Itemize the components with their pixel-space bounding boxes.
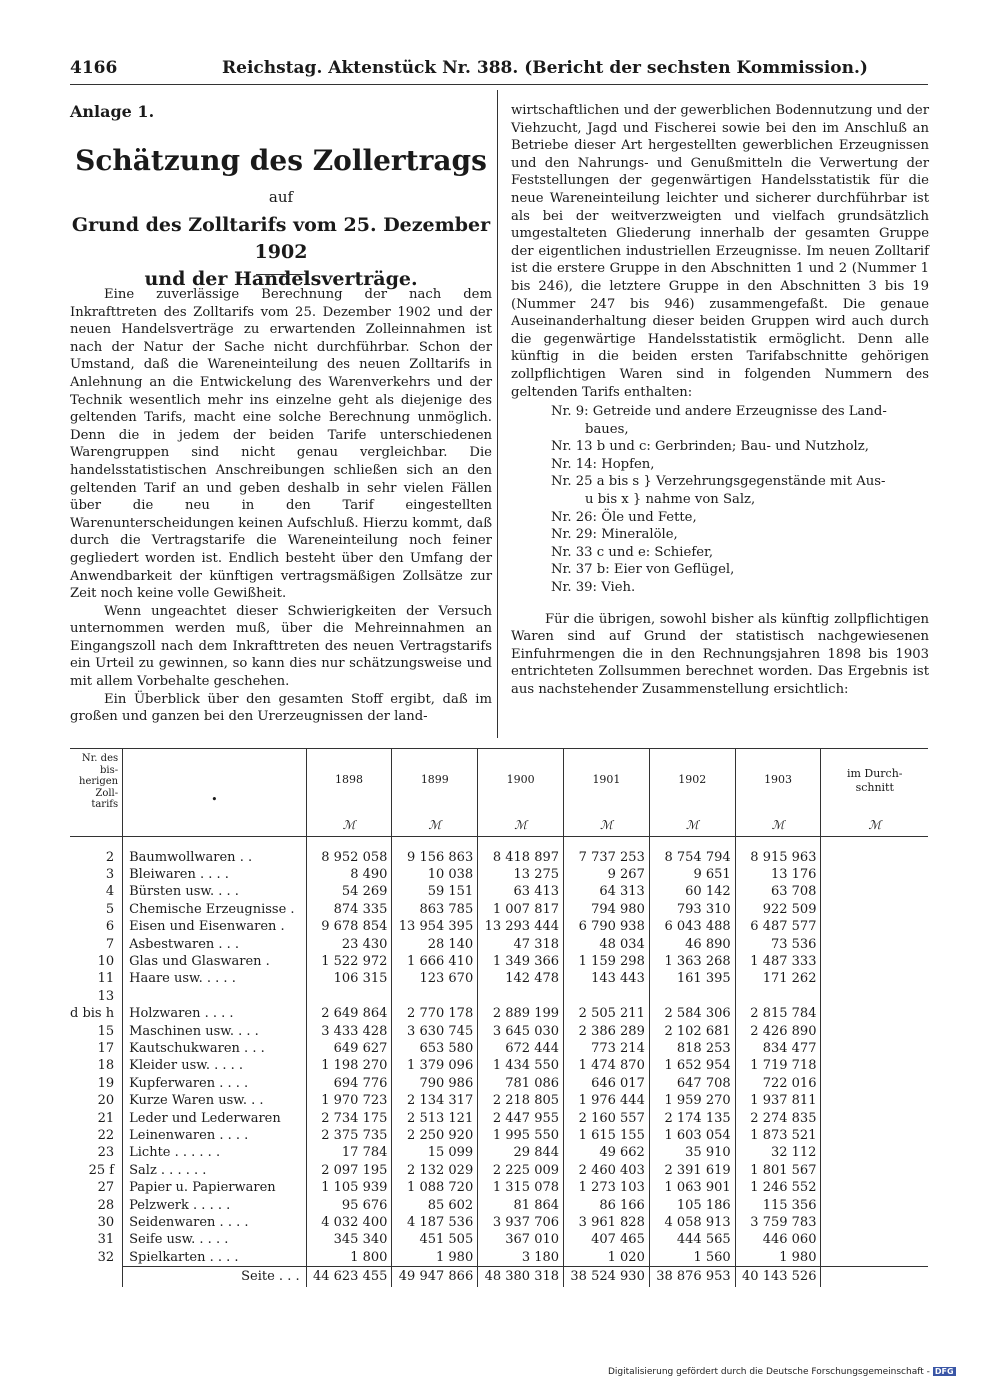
value-cell: 8 490 [306,866,392,883]
value-cell: 8 915 963 [735,849,821,866]
average-cell [821,1197,928,1214]
sub-heading [70,212,492,293]
tariff-number-cell: 30 [97,1215,115,1231]
sub-heading-line-1: Grund des Zolltarifs vom 25. Dezember 1902 [71,214,491,263]
value-cell: 781 086 [478,1075,564,1092]
value-cell: 1 349 366 [478,953,564,970]
table-row [70,988,928,1005]
page-total-row [70,1267,928,1288]
value-cell: 1 995 550 [478,1127,564,1144]
column-header-year: 1900 ℳ [478,749,564,837]
value-cell: 54 269 [306,883,392,900]
value-cell: 29 844 [478,1144,564,1161]
value-cell: 1 434 550 [478,1057,564,1074]
value-cell: 818 253 [649,1040,735,1057]
column-header-year: 1899 ℳ [392,749,478,837]
value-cell: 444 565 [649,1231,735,1248]
spacer-row [70,837,928,849]
value-cell: 2 097 195 [306,1162,392,1179]
tariff-number-cell: 31 [97,1232,115,1248]
value-cell: 8 754 794 [649,849,735,866]
table-row [70,970,928,987]
value-cell: 1 666 410 [392,953,478,970]
average-cell [821,849,928,866]
value-cell: 3 937 706 [478,1214,564,1231]
value-cell: 1 873 521 [735,1127,821,1144]
value-cell: 60 142 [649,883,735,900]
tariff-number-cell: 10 [97,953,115,969]
value-cell: 2 460 403 [564,1162,650,1179]
value-cell: 81 864 [478,1197,564,1214]
value-cell: 3 759 783 [735,1214,821,1231]
value-cell: 4 032 400 [306,1214,392,1231]
value-cell: 672 444 [478,1040,564,1057]
value-cell: 59 151 [392,883,478,900]
tariff-number-cell: 3 [105,866,115,882]
table-row [70,1231,928,1248]
value-cell: 647 708 [649,1075,735,1092]
value-cell: 1 800 [306,1249,392,1267]
tariff-number-cell: 25 f [88,1162,115,1178]
value-cell: 2 134 317 [392,1092,478,1109]
value-cell: 1 970 723 [306,1092,392,1109]
average-cell [821,1023,928,1040]
table-header-row [70,749,928,837]
value-cell: 171 262 [735,970,821,987]
average-cell [821,1179,928,1196]
tariff-number-cell: 23 [97,1145,115,1161]
value-cell: 2 426 890 [735,1023,821,1040]
tariff-number-cell: 11 [97,971,115,987]
list-item: Nr. 13 b und c: Gerbrinden; Bau- und Nutzholz, [551,439,869,455]
goods-name-cell: Holzwaren . . . . [123,1005,306,1022]
value-cell [564,988,650,1005]
goods-name-cell: Glas und Glaswaren . [123,953,306,970]
sub-heading-line-2: und der Handelsverträge. [144,268,418,290]
paragraph: wirtschaftlichen und der gewerblichen Bodennutzung und der Viehzucht, Jagd und Fischerei sowie bei den im Anschluß an Betriebe dieser Art hergestellten gewerblichen Erzeugnissen und den Nahrungs- und Genußmitteln die Verwertung der Feststellungen der gegenwärtigen Handelsstatistik für die neue Wareneinteilung leichter und sicherer durchführbar ist als bei der weitverzweigten und vielfach grundsätzlich umgestalteten Gliederung innerhalb der gesamten Gruppe der eigentlichen industriellen Erzeugnisse. Im neuen Zolltarif ist die erstere Gruppe in den Abschnitten 1 und 2 (Nummer 1 bis 246), die letztere Gruppe in den Abschnitten 3 bis 19 (Nummer 247 bis 946) zusammengefaßt. Die genaue Auseinanderhaltung dieser beiden Gruppen wird auch durch die gegenwärtige Handelsstatistik ermöglicht. Denn alle künftig in die beiden ersten Tarifabschnitte gehörigen zollpflichtigen Waren sind in folgenden Nummern des geltenden Tarifs enthalten: [511,103,929,400]
average-cell [821,1214,928,1231]
value-cell: 2 447 955 [478,1110,564,1127]
value-cell: 123 670 [392,970,478,987]
tariff-number-cell: 13 [97,988,115,1004]
value-cell: 451 505 [392,1231,478,1248]
value-cell: 2 225 009 [478,1162,564,1179]
tariff-number-cell: 4 [105,884,115,900]
goods-name-cell: Leder und Lederwaren [123,1110,306,1127]
tariff-number-cell: 6 [105,919,115,935]
goods-name-cell: Bürsten usw. . . . [123,883,306,900]
paragraph: Wenn ungeachtet dieser Schwierigkeiten der Versuch unternommen werden muß, über die Mehreinnahmen an Eingangszoll nach dem Inkrafttreten des neuen Vertragstarifs ein Urteil zu gewinnen, so kann dies nur schätzungsweise und mit allem Vorbehalte geschehen. [70,603,492,690]
table-row [70,1249,928,1267]
table-row [70,1197,928,1214]
value-cell: 13 176 [735,866,821,883]
average-cell [821,1144,928,1161]
value-cell: 46 890 [649,936,735,953]
value-cell: 793 310 [649,901,735,918]
value-cell: 2 889 199 [478,1005,564,1022]
value-cell: 1 560 [649,1249,735,1267]
value-cell: 834 477 [735,1040,821,1057]
table-row [70,1144,928,1161]
value-cell: 874 335 [306,901,392,918]
column-header-tariff-number: Nr. des bis- herigen Zoll- tarifs [70,749,123,837]
value-cell: 2 815 784 [735,1005,821,1022]
table-row [70,1110,928,1127]
value-cell: 1 088 720 [392,1179,478,1196]
value-cell: 143 443 [564,970,650,987]
value-cell: 95 676 [306,1197,392,1214]
column-header-year: 1898 ℳ [306,749,392,837]
average-cell [821,918,928,935]
table-row [70,1092,928,1109]
value-cell: 922 509 [735,901,821,918]
goods-name-cell: Salz . . . . . . [123,1162,306,1179]
value-cell: 1 159 298 [564,953,650,970]
main-heading: Schätzung des Zollertrags [75,144,487,177]
value-cell: 1 603 054 [649,1127,735,1144]
value-cell: 863 785 [392,901,478,918]
tariff-number-cell: 20 [97,1093,115,1109]
value-cell: 106 315 [306,970,392,987]
value-cell: 161 395 [649,970,735,987]
tariff-number-list [551,403,929,597]
value-cell: 7 737 253 [564,849,650,866]
average-total-cell [821,1267,928,1288]
value-cell: 345 340 [306,1231,392,1248]
value-cell: 1 020 [564,1249,650,1267]
value-cell [478,988,564,1005]
value-cell: 367 010 [478,1231,564,1248]
value-cell: 2 250 920 [392,1127,478,1144]
value-cell: 1 273 103 [564,1179,650,1196]
value-cell: 1 719 718 [735,1057,821,1074]
goods-name-cell: Leinenwaren . . . . [123,1127,306,1144]
goods-name-cell: Kupferwaren . . . . [123,1075,306,1092]
value-cell: 47 318 [478,936,564,953]
goods-name-cell: Asbestwaren . . . [123,936,306,953]
value-cell: 2 649 864 [306,1005,392,1022]
column-header-year: 1902 ℳ [649,749,735,837]
goods-name-cell: Maschinen usw. . . . [123,1023,306,1040]
value-cell: 2 102 681 [649,1023,735,1040]
value-cell: 2 770 178 [392,1005,478,1022]
value-cell: 1 980 [735,1249,821,1267]
goods-name-cell: Kurze Waren usw. . . [123,1092,306,1109]
tariff-number-cell: 5 [105,901,115,917]
goods-name-cell: Lichte . . . . . . [123,1144,306,1161]
value-cell: 4 187 536 [392,1214,478,1231]
average-cell [821,1249,928,1267]
list-item: Nr. 9: Getreide und andere Erzeugnisse des Land- baues, [551,404,887,437]
value-cell: 1 937 811 [735,1092,821,1109]
value-cell: 9 678 854 [306,918,392,935]
value-cell: 9 156 863 [392,849,478,866]
value-cell: 85 602 [392,1197,478,1214]
heading-connector: auf [268,188,294,206]
average-cell [821,988,928,1005]
value-cell: 1 522 972 [306,953,392,970]
value-cell: 2 160 557 [564,1110,650,1127]
left-body-text [70,286,492,726]
value-cell: 653 580 [392,1040,478,1057]
goods-name-cell: Eisen und Eisenwaren . [123,918,306,935]
value-cell: 1 615 155 [564,1127,650,1144]
table-row [70,1162,928,1179]
average-cell [821,953,928,970]
value-cell: 407 465 [564,1231,650,1248]
value-cell: 15 099 [392,1144,478,1161]
goods-name-cell: Pelzwerk . . . . . [123,1197,306,1214]
value-cell: 1 363 268 [649,953,735,970]
column-header-goods: • [123,749,306,837]
value-cell: 3 180 [478,1249,564,1267]
goods-name-cell: Chemische Erzeugnisse . [123,901,306,918]
value-cell: 1 105 939 [306,1179,392,1196]
value-cell [735,988,821,1005]
value-cell: 1 007 817 [478,901,564,918]
tariff-number-cell: 22 [97,1128,115,1143]
value-cell: 28 140 [392,936,478,953]
value-cell: 2 274 835 [735,1110,821,1127]
customs-revenue-table [70,748,928,1287]
tariff-number-cell: 7 [105,936,115,952]
running-title: Reichstag. Aktenstück Nr. 388. (Bericht der sechsten Kommission.) [222,58,868,78]
value-cell: 13 954 395 [392,918,478,935]
list-item: Nr. 25 a bis s } Verzehrungsgegenstände mit Aus- u bis x } nahme von Salz, [551,474,886,508]
average-cell [821,1231,928,1248]
goods-name-cell: Bleiwaren . . . . [123,866,306,883]
value-cell: 794 980 [564,901,650,918]
value-cell: 13 293 444 [478,918,564,935]
value-cell: 3 645 030 [478,1023,564,1040]
goods-name-cell: Kleider usw. . . . . [123,1057,306,1074]
value-cell: 1 487 333 [735,953,821,970]
value-cell: 2 375 735 [306,1127,392,1144]
goods-name-cell: Baumwollwaren . . [123,849,306,866]
value-cell: 1 959 270 [649,1092,735,1109]
total-cell: 38 876 953 [649,1267,735,1288]
value-cell: 1 474 870 [564,1057,650,1074]
value-cell: 3 433 428 [306,1023,392,1040]
right-column [511,102,929,699]
value-cell: 2 513 121 [392,1110,478,1127]
value-cell: 6 043 488 [649,918,735,935]
value-cell: 73 536 [735,936,821,953]
average-cell [821,936,928,953]
value-cell: 13 275 [478,866,564,883]
value-cell: 32 112 [735,1144,821,1161]
value-cell: 86 166 [564,1197,650,1214]
goods-name-cell: Kautschukwaren . . . [123,1040,306,1057]
table-row [70,1057,928,1074]
total-cell: 38 524 930 [564,1267,650,1288]
column-divider [497,90,498,738]
average-cell [821,1110,928,1127]
table-row [70,1127,928,1144]
list-item: Nr. 37 b: Eier von Geflügel, [551,562,735,578]
tariff-number-cell: 28 [97,1197,115,1213]
value-cell: 1 652 954 [649,1057,735,1074]
value-cell: 6 487 577 [735,918,821,935]
page-header [70,58,928,84]
total-cell: 49 947 866 [392,1267,478,1288]
table-row [70,1214,928,1231]
goods-name-cell [123,988,306,1005]
dfg-logo: DFG [934,1367,954,1376]
goods-name-cell: Haare usw. . . . . [123,970,306,987]
table-row [70,1023,928,1040]
value-cell: 9 267 [564,866,650,883]
tariff-number-cell: 15 [97,1023,115,1039]
column-header-year: 1901 ℳ [564,749,650,837]
table-row [70,936,928,953]
value-cell: 63 413 [478,883,564,900]
value-cell: 1 246 552 [735,1179,821,1196]
tariff-number-cell: 21 [97,1110,115,1126]
value-cell: 1 976 444 [564,1092,650,1109]
total-cell: 44 623 455 [306,1267,392,1288]
value-cell: 2 132 029 [392,1162,478,1179]
table-row [70,1075,928,1092]
value-cell: 1 063 901 [649,1179,735,1196]
value-cell: 1 379 096 [392,1057,478,1074]
table-row [70,901,928,918]
value-cell: 10 038 [392,866,478,883]
value-cell: 17 784 [306,1144,392,1161]
list-item: Nr. 33 c und e: Schiefer, [551,544,714,560]
value-cell: 8 952 058 [306,849,392,866]
table-row [70,918,928,935]
value-cell: 646 017 [564,1075,650,1092]
value-cell [649,988,735,1005]
value-cell: 790 986 [392,1075,478,1092]
value-cell: 446 060 [735,1231,821,1248]
tariff-number-cell: 18 [97,1058,115,1074]
tariff-number-cell: 2 [105,849,115,865]
value-cell: 3 961 828 [564,1214,650,1231]
value-cell: 49 662 [564,1144,650,1161]
value-cell: 1 980 [392,1249,478,1267]
goods-name-cell: Seidenwaren . . . . [123,1214,306,1231]
paragraph: Für die übrigen, sowohl bisher als künftig zollpflichtigen Waren sind auf Grund der statistisch nachgewiesenen Einfuhrmengen die in den Rechnungsjahren 1898 bis 1903 entrichteten Zollsummen berechnet worden. Das Ergebnis ist aus nachstehender Zusammenstellung ersichtlich: [511,611,929,697]
header-rule [70,84,928,85]
goods-name-cell: Spielkarten . . . . [123,1249,306,1267]
tariff-number-cell: 19 [97,1075,115,1091]
value-cell: 2 386 289 [564,1023,650,1040]
average-cell [821,970,928,987]
value-cell: 649 627 [306,1040,392,1057]
goods-name-cell: Papier u. Papierwaren [123,1179,306,1196]
table-row [70,1179,928,1196]
value-cell: 63 708 [735,883,821,900]
total-cell: 48 380 318 [478,1267,564,1288]
value-cell [392,988,478,1005]
total-cell: 40 143 526 [735,1267,821,1288]
list-item: Nr. 26: Öle und Fette, [551,509,697,525]
value-cell: 142 478 [478,970,564,987]
tariff-number-cell: 32 [97,1250,115,1266]
value-cell: 2 584 306 [649,1005,735,1022]
value-cell: 694 776 [306,1075,392,1092]
value-cell: 2 218 805 [478,1092,564,1109]
list-item: Nr. 39: Vieh. [551,580,636,596]
tariff-number-cell: 17 [97,1040,115,1056]
value-cell: 1 198 270 [306,1057,392,1074]
value-cell: 3 630 745 [392,1023,478,1040]
goods-name-cell: Seife usw. . . . . [123,1231,306,1248]
average-cell [821,1005,928,1022]
value-cell: 35 910 [649,1144,735,1161]
average-cell [821,883,928,900]
value-cell: 722 016 [735,1075,821,1092]
average-cell [821,901,928,918]
average-cell [821,1057,928,1074]
average-cell [821,1162,928,1179]
heading-rule [256,274,306,275]
table-row [70,883,928,900]
value-cell: 2 174 135 [649,1110,735,1127]
paragraph: Eine zuverlässige Berechnung der nach dem Inkrafttreten des Zolltarifs vom 25. Dezember 1902 und der neuen Handelsverträge zu erwartenden Zolleinnahmen ist nach der Natur der Sache nicht durchführbar. Schon der Umstand, daß die Wareneinteilung des neuen Zolltarifs in Anlehnung an die Entwickelung des Warenverkehrs und der Technik wesentlich mehr ins einzelne geht als diejenige des geltenden Tarifs, macht eine solche Berechnung unmöglich. Denn die in jedem der beiden Tarife unterschiedenen Warengruppen sind nicht genau vergleichbar. Die handelsstatistischen Anschreibungen schließen sich an den geltenden Tarif an und geben deshalb in sehr vielen Fällen über die neu in den Tarif eingestellten Warenunterscheidungen keinen Aufschluß. Hierzu kommt, daß durch die Vertragstarife die Wareneinteilung noch feiner gegliedert worden ist. Endlich besteht über den Umfang der Anwendbarkeit der künftigen vertragsmäßigen Zollsätze zur Zeit noch keine volle Gewißheit. [70,287,492,602]
value-cell: 773 214 [564,1040,650,1057]
list-item: Nr. 14: Hopfen, [551,456,655,472]
table-row [70,1040,928,1057]
tariff-number-cell: d bis h [70,1006,115,1022]
table-row [70,1005,928,1022]
data-table [70,748,928,1287]
value-cell: 64 313 [564,883,650,900]
value-cell: 23 430 [306,936,392,953]
value-cell: 9 651 [649,866,735,883]
table-row [70,866,928,883]
tariff-number-cell: 27 [97,1180,115,1196]
average-cell [821,1092,928,1109]
table-row [70,953,928,970]
average-cell [821,1075,928,1092]
value-cell [306,988,392,1005]
value-cell: 115 356 [735,1197,821,1214]
value-cell: 2 734 175 [306,1110,392,1127]
value-cell: 6 790 938 [564,918,650,935]
list-item: Nr. 29: Mineralöle, [551,527,678,543]
value-cell: 105 186 [649,1197,735,1214]
page-number: 4166 [70,58,118,78]
average-cell [821,1127,928,1144]
footer-credit: Digitalisierung gefördert durch die Deutsche Forschungsgemeinschaft - DFG [608,1367,954,1377]
page-total-label: Seite . . . [123,1267,306,1288]
value-cell: 2 505 211 [564,1005,650,1022]
appendix-label: Anlage 1. [70,102,155,121]
column-header-average: im Durch- schnitt ℳ [821,749,928,837]
table-body [70,837,928,1288]
value-cell: 1 801 567 [735,1162,821,1179]
value-cell: 1 315 078 [478,1179,564,1196]
table-row [70,849,928,866]
paragraph: Ein Überblick über den gesamten Stoff ergibt, daß im großen und ganzen bei den Urerzeugnissen der land- [70,691,492,725]
value-cell: 4 058 913 [649,1214,735,1231]
value-cell: 2 391 619 [649,1162,735,1179]
value-cell: 48 034 [564,936,650,953]
value-cell: 8 418 897 [478,849,564,866]
average-cell [821,1040,928,1057]
column-header-year: 1903 ℳ [735,749,821,837]
average-cell [821,866,928,883]
